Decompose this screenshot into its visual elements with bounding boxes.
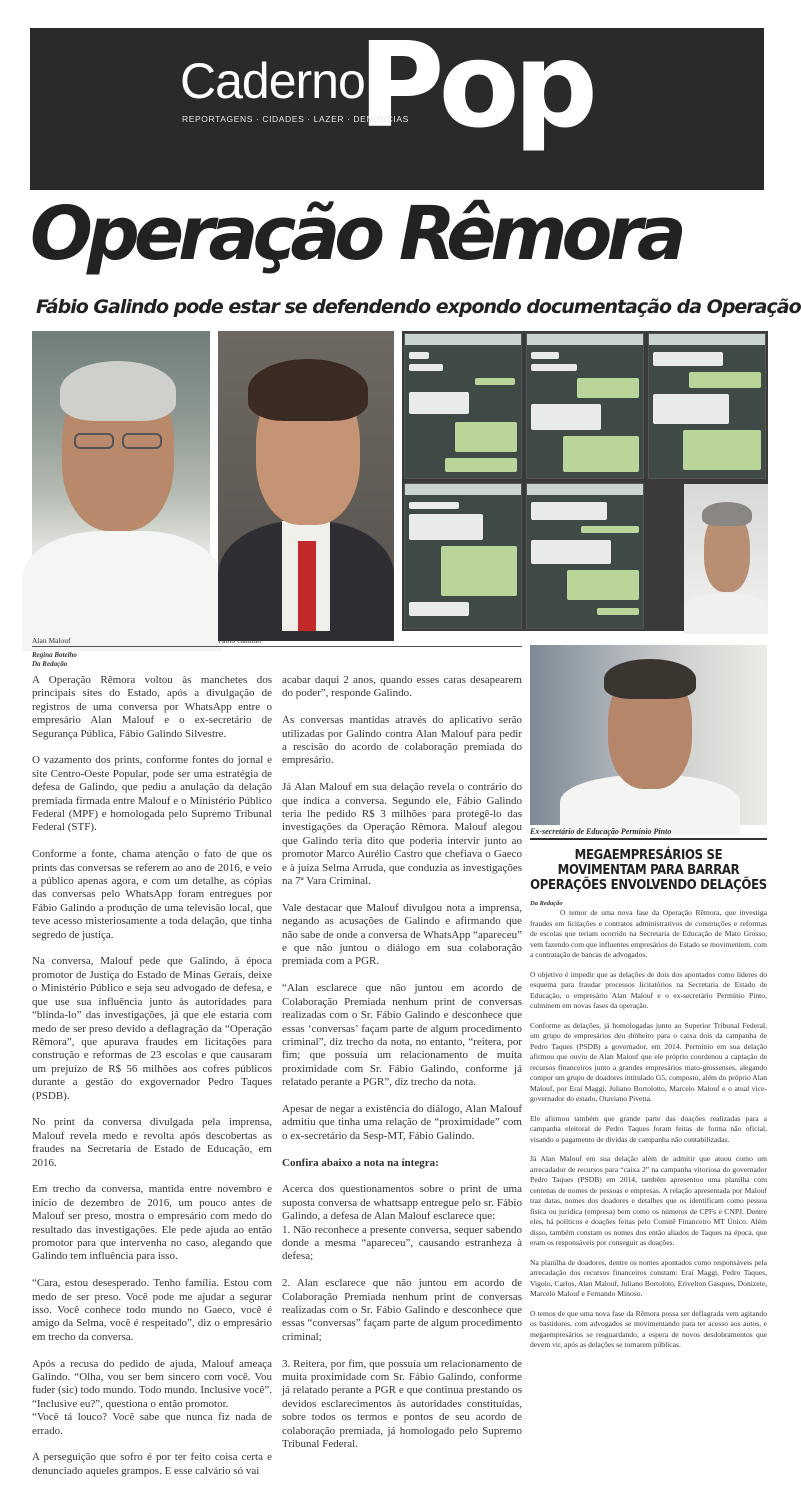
- article-paragraph: As conversas mantidas através do aplicativo serão utilizadas por Galindo contra Alan Malouf para pedir a rescisão do acordo de colaboração premiada do empresário.: [282, 714, 522, 767]
- byline-desk: Da Redação: [32, 660, 68, 669]
- sidebar-divider: [530, 838, 767, 840]
- caption-perminio: Ex-secretário de Educação Permínio Pinto: [530, 827, 672, 836]
- article-paragraph: Conforme a fonte, chama atenção o fato de que os prints das conversas se referem ao ano de 2016, e veio a público apenas agora, e com um detalhe, as cópias das conversas pelo WhatsApp foram entregues por Fábio Galindo a produção de uma televisão local, que teve acesso misteriosamente a toda delação, que tinha segredo de justiça.: [32, 848, 272, 941]
- article-paragraph: Na conversa, Malouf pede que Galindo, à época promotor de Justiça do Estado de Minas Gerais, deixe o Ministério Público e seja seu advogado de defesa, e que use sua influência junto às autoridades para “blinda-lo” das investigações, já que ele estaria com medo de ser preso devido a deflagração da “Operação Rêmora”, que apurava fraudes em licitações para construção e reformas de 23 escolas e que causaram um prejuízo de R$ 56 milhões aos cofres públicos durante a gestão do exgovernador Pedro Taques (PSDB).: [32, 955, 272, 1102]
- sidebar-paragraph: Na planilha de doadores, dentre os nomes apontados como responsáveis pela arrecadação dos recursos financeiros constam: Eraí Maggi, Pedro Taques, Vigolo, Carlos, Alan Malouf, Juliano Bortoloto, Erivelton Gasques, Donizete, Marcelo Malouf e Fernando Minoso.: [530, 1257, 767, 1298]
- sidebar-title: MEGAEMPRESÁRIOS SE MOVIMENTAM PARA BARRAR OPERAÇÕES ENVOLVENDO DELAÇÕES: [530, 848, 767, 893]
- divider: [32, 646, 522, 647]
- article-paragraph: A Operação Rêmora voltou às manchetes dos principais sites do Estado, após a divulgação de registros de uma conversa por WhatsApp entre o empresário Alan Malouf e o ex-secretário de Segurança Pública, Fábio Galindo Silvestre.: [32, 674, 272, 740]
- page-subtitle: Fábio Galindo pode estar se defendendo expondo documentação da Operação: [36, 296, 801, 318]
- sidebar-paragraph: O temos de que uma nova fase da Rêmora possa ser deflagrada vem agitando os bastidores, com advogados se movimentando para ter acesso aos autos, e megaempresários se resguardando, a espera de novos desdobramentos que devem vir, após as delações se tornarem públicas.: [530, 1308, 767, 1349]
- sidebar-paragraph: Já Alan Malouf em sua delação além de admitir que atuou como um arrecadador de recursos para “caixa 2” na campanha vitoriosa do governador Pedro Taques (PSDB) em 2014, também apresentou uma planilha com centenas de nomes de pessoas e empresas. A relação apresentada por Malouf traz datas, nomes dos doadores e detalhes que os identificam como pessoa física ou jurídica (empresa) bem como os números de CPFs e CNPJ. Dentre eles, há políticos e doações feitas pelo Comitê Financeiro MT Único. Além disso, também constam os nomes dos então aliados de Taques na época, que eram os responsáveis por conseguir as doações.: [530, 1154, 767, 1247]
- article-paragraph: Em trecho da conversa, mantida entre novembro e início de dezembro de 2016, um pouco antes de Malouf ser preso, mostra o empresário com medo do resultado das investigações. Ele pede ajuda ao então promotor para que intervenha no caso, alegando que Galindo tem influência para isso.: [32, 1183, 272, 1263]
- chat-print: [526, 483, 644, 629]
- article-paragraph: 1. Não reconhece a presente conversa, sequer sabendo donde a mesma “apareceu”, causando estranheza à defesa;: [282, 1223, 522, 1263]
- article-paragraph: Já Alan Malouf em sua delação revela o contrário do que indica a conversa. Segundo ele, Fábio Galindo teria lhe pedido R$ 3 milhões para protegê-lo das investigações da Operação Rêmora. Malouf alegou que Galindo teria dito que poderia intervir junto ao promotor Marco Aurélio Castro que chefiava o Gaeco e à juíza Selma Arruda, que conduzia as investigações na 7ª Vara Criminal.: [282, 781, 522, 888]
- brand-pop: Pop: [358, 16, 593, 154]
- photo-perminio-pinto: [530, 645, 767, 825]
- article-paragraph: Vale destacar que Malouf divulgou nota a imprensa, negando as acusações de Galindo e afirmando que não sabe de onde a conversa de WhatsApp “apareceu” e que não juntou o diálogo em sua colaboração premiada com a PGR.: [282, 901, 522, 968]
- sidebar-paragraph: Ele afirmou também que grande parte das doações realizadas para a campanha eleitoral de Pedro Taques foram feitas de forma não oficial, visando o pagamento de dívidas de campanha não contabilizadas.: [530, 1113, 767, 1144]
- article-paragraph: acabar daqui 2 anos, quando esses caras desapearem do poder”, responde Galindo.: [282, 674, 522, 700]
- article-subheading: Confira abaixo a nota na íntegra:: [282, 1156, 439, 1169]
- article-paragraph: O vazamento dos prints, conforme fontes do jornal e site Centro-Oeste Popular, pode ser uma estratégia de defesa de Galindo, que pediu a anulação da delação premiada firmada entre Malouf e o Ministério Público Federal (MPF) e homologada pelo Supremo Tribunal Federal (STF).: [32, 754, 272, 834]
- photo-fabio-galindo: [218, 331, 394, 631]
- article-paragraph: 2. Alan esclarece que não juntou em acordo de Colaboração Premiada nenhum print de conversas realizadas com o Sr. Fábio Galindo e desconhece que essas “conversas” façam parte de algum procedimento criminal;: [282, 1277, 522, 1343]
- masthead: [30, 16, 764, 190]
- article-column-1: [32, 674, 272, 1492]
- photo-perminio-inset: [684, 484, 768, 631]
- chat-print: [404, 483, 522, 629]
- sidebar-body: [530, 908, 767, 1360]
- article-column-2: [282, 674, 522, 1465]
- caption-alan: Alan Malouf: [32, 636, 71, 645]
- chat-print: [526, 333, 644, 479]
- caption-fabio: Fábio Galindo: [218, 636, 262, 645]
- sidebar-paragraph: O objetivo é impedir que as delações de dois dos apontados como líderes do esquema para fraudar processos licitatórios na Secretaria de Estado de Educação, o empresário Alan Malouf e o ex-secretário Permínio Pinto, culminem em novas fases da operação.: [530, 969, 767, 1010]
- page-title: Operação Rêmora: [30, 191, 681, 277]
- byline-name: Regina Botelho: [32, 651, 77, 659]
- brand-subtitle: REPORTAGENS · CIDADES · LAZER · DENÚNCIAS: [182, 114, 409, 124]
- article-paragraph: Apesar de negar a existência do diálogo, Alan Malouf admitiu que tinha uma relação de “proximidade” com o ex-secretário da Sesp-MT, Fábio Galindo.: [282, 1102, 522, 1142]
- article-paragraph: “Alan esclarece que não juntou em acordo de Colaboração Premiada nenhum print de conversas realizadas com o Sr. Fábio Galindo e desconhece que essas ‘conversas’ façam parte de algum procedimento criminal”, diz trecho da nota, no entanto, “reitera, por fim; que possuía um relacionamento de muita proximidade com Sr. Fábio Galindo, conforme já relatado perante a PGR”, diz trecho da nota.: [282, 982, 522, 1089]
- photo-alan-malouf: [32, 331, 210, 631]
- article-paragraph: 3. Reitera, por fim, que possuía um relacionamento de muita proximidade com Sr. Fábio Galindo, conforme já relatado perante a PGR e que continua prestando os devidos esclarecimentos às autoridades constituídas, sobre todos os termos e pontos de seu acordo de colaboração premiada, já homologado pelo Supremo Tribunal Federal.: [282, 1357, 522, 1451]
- brand-caderno: Caderno: [180, 53, 365, 109]
- sidebar-byline: Da Redação: [530, 900, 563, 907]
- article-paragraph: “Você tá louco? Você sabe que nunca fiz nada de errado.: [32, 1411, 272, 1437]
- chat-print: [404, 333, 522, 479]
- article-paragraph: “Cara, estou desesperado. Tenho família. Estou com medo de ser preso. Você pode me ajudar a segurar isso. Você conhece todo mundo no Gaeco, você é amigo da Selma, você é respeitado”, diz o empresário em trecho da conversa.: [32, 1277, 272, 1343]
- article-paragraph: No print da conversa divulgada pela imprensa, Malouf revela medo e revolta após descobertas as fraudes na Secretaria de Estado de Educação, em 2016.: [32, 1116, 272, 1169]
- chat-print: [648, 333, 766, 479]
- sidebar-paragraph: Conforme as delações, já homologadas junto ao Superior Tribunal Federal, um grupo de empresários deu dinheiro para o caixa dois da campanha de Pedro Taques (PSDB) a governador, em 2014. Permínio em sua delação afirmou que ouviu de Alan Malouf que ele próprio coordenou a captação de recursos financeiros junto a grandes empresários mato-grossenses, alegando compor um grupo de doadores intitulado G5, composto, além do próprio Alan Malouf, por Eraí Maggi, Juliano Bortolotto, Marcelo Malouf e o atual vice-governador do estado, Otaviano Pivetta.: [530, 1020, 767, 1103]
- sidebar-paragraph: O temor de uma nova fase da Operação Rêmora, que investiga fraudes em licitações e contratos administrativos de construções e reformas de escolas que teriam ocorrido na Secretaria de Educação de Mato Grosso, vem fazendo com que influentes empresários do Estado se movimentem, com a contratação de bancas de advogados.: [530, 908, 767, 959]
- byline: [32, 651, 77, 670]
- article-paragraph: Acerca dos questionamentos sobre o print de uma suposta conversa de whattsapp entregue pelo sr. Fábio Galindo, a defesa de Alan Malouf esclarece que:: [282, 1183, 522, 1223]
- article-paragraph: Após a recusa do pedido de ajuda, Malouf ameaça Galindo. “Olha, vou ser bem sincero com você. Vou fuder (sic) todo mundo. Todo mundo. Inclusive você”. “Inclusive eu?”, questiona o então promotor.: [32, 1357, 272, 1410]
- article-paragraph: A perseguição que sofro é por ter feito coisa certa e denunciado aqueles grampos. E esse calvário só vai: [32, 1451, 272, 1477]
